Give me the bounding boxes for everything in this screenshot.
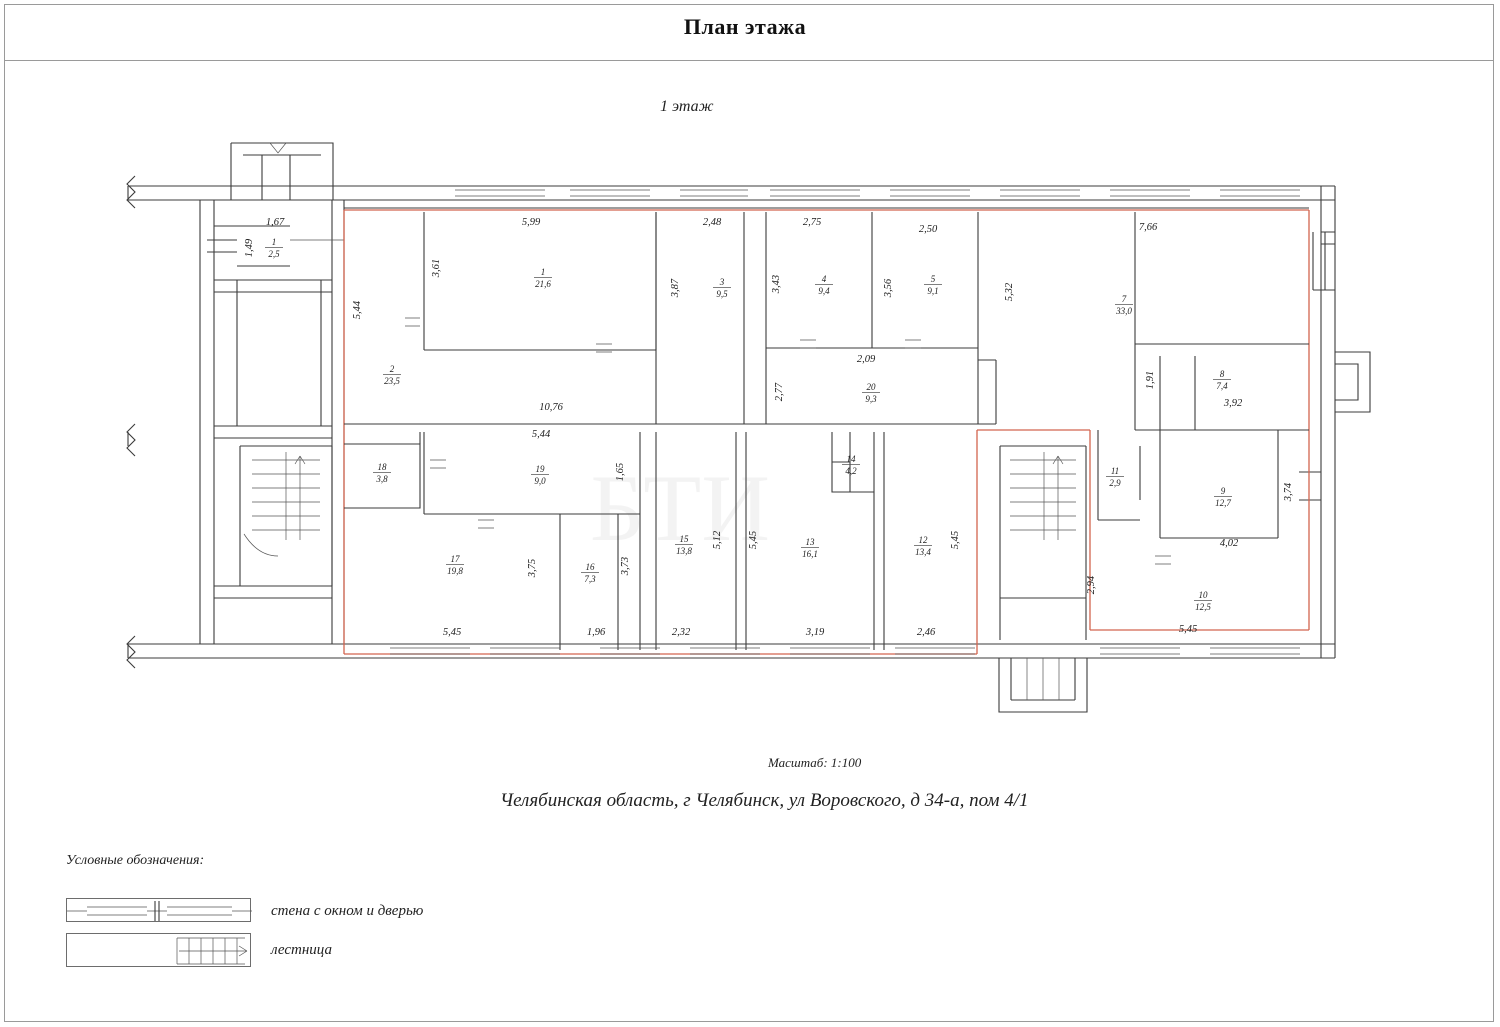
- room-label: [842, 454, 860, 476]
- room-label: [383, 364, 401, 386]
- room-number: 19: [535, 464, 545, 474]
- room-label: [534, 267, 552, 289]
- dimension-label: 3,87: [670, 278, 681, 298]
- staircase-icon: [66, 933, 251, 967]
- room-area: 2,5: [268, 249, 280, 259]
- dimension-label: 3,61: [431, 258, 442, 278]
- room-number: 16: [585, 562, 595, 572]
- dimension-label: 5,12: [712, 530, 723, 550]
- scale-label: Масштаб: 1:100: [768, 755, 862, 770]
- room-area: 19,8: [447, 566, 463, 576]
- room-area: 7,4: [1216, 381, 1228, 391]
- room-number: 1: [271, 237, 277, 247]
- room-area: 16,1: [802, 549, 818, 559]
- room-area: 2,9: [1109, 478, 1121, 488]
- room-number: 18: [377, 462, 387, 472]
- room-label: [815, 274, 833, 296]
- dimension-label: 2,94: [1086, 575, 1097, 595]
- room-area: 9,0: [534, 476, 546, 486]
- dimension-label: 3,73: [620, 556, 631, 576]
- dimension-label: 2,77: [774, 382, 785, 402]
- dimension-label: 10,76: [539, 402, 563, 413]
- room-number: 12: [918, 535, 928, 545]
- room-label: [1214, 486, 1232, 508]
- room-area: 33,0: [1116, 306, 1132, 316]
- room-area: 4,2: [845, 466, 857, 476]
- room-area: 9,4: [818, 286, 830, 296]
- dimension-label: 3,56: [883, 278, 894, 298]
- wall-with-window-and-door-icon: [66, 898, 251, 922]
- room-label: [446, 554, 464, 576]
- room-number: 13: [805, 537, 815, 547]
- room-number: 5: [930, 274, 936, 284]
- dimension-label: 2,75: [802, 217, 822, 228]
- dimension-label: 5,32: [1004, 282, 1015, 302]
- room-number: 4: [821, 274, 827, 284]
- floor-label: 1 этаж: [660, 98, 714, 115]
- room-area: 23,5: [384, 376, 400, 386]
- dimension-label: 7,66: [1138, 222, 1158, 233]
- room-area: 3,8: [376, 474, 388, 484]
- room-number: 2: [389, 364, 395, 374]
- dimension-label: 2,48: [702, 217, 722, 228]
- room-area: 12,7: [1215, 498, 1231, 508]
- dimension-label: 3,75: [527, 558, 538, 578]
- room-label: [1115, 294, 1133, 316]
- room-number: 8: [1219, 369, 1225, 379]
- room-label: [373, 462, 391, 484]
- room-label: [531, 464, 549, 486]
- room-number: 9: [1220, 486, 1226, 496]
- room-number: 17: [450, 554, 460, 564]
- room-label: [265, 237, 283, 259]
- dimension-label: 5,45: [748, 530, 759, 550]
- dimension-label: 5,45: [442, 627, 462, 638]
- dimension-label: 5,44: [352, 300, 363, 320]
- room-label: [581, 562, 599, 584]
- room-area: 13,8: [676, 546, 692, 556]
- room-number: 11: [1110, 466, 1120, 476]
- dimension-label: 2,32: [671, 627, 691, 638]
- room-label: [1194, 590, 1212, 612]
- address-label: Челябинская область, г Челябинск, ул Воровского, д 34-а, пом 4/1: [500, 790, 1029, 811]
- dimension-label: 2,50: [918, 224, 938, 235]
- room-area: 12,5: [1195, 602, 1211, 612]
- legend-label-wall: стена с окном и дверью: [271, 903, 424, 919]
- room-number: 1: [540, 267, 546, 277]
- dimension-label: 1,91: [1145, 370, 1156, 390]
- room-number: 7: [1121, 294, 1127, 304]
- dimension-label: 3,74: [1283, 482, 1294, 502]
- room-label: [713, 277, 731, 299]
- room-area: 7,3: [584, 574, 596, 584]
- room-label: [924, 274, 942, 296]
- dimension-label: 2,46: [916, 627, 936, 638]
- room-area: 9,5: [716, 289, 728, 299]
- dimension-label: 2,09: [856, 354, 876, 365]
- room-number: 20: [866, 382, 876, 392]
- legend-label-stairs: лестница: [271, 942, 332, 958]
- dimension-label: 3,19: [805, 627, 825, 638]
- legend-title: Условные обозначения:: [66, 853, 205, 868]
- room-area: 9,1: [927, 286, 939, 296]
- dimension-label: 1,96: [586, 627, 606, 638]
- room-label: [862, 382, 880, 404]
- room-label: [801, 537, 819, 559]
- window-symbols: [390, 190, 1300, 654]
- room-label: [914, 535, 932, 557]
- dimension-label: 5,45: [950, 530, 961, 550]
- dimension-label: 3,43: [771, 274, 782, 294]
- dimension-label: 3,92: [1223, 398, 1243, 409]
- room-label: [1106, 466, 1124, 488]
- dimension-label: 1,67: [265, 217, 285, 228]
- dimension-label: 5,44: [531, 429, 551, 440]
- room-number: 14: [846, 454, 856, 464]
- room-number: 10: [1198, 590, 1208, 600]
- dimension-label: 1,49: [244, 238, 255, 258]
- room-area: 9,3: [865, 394, 877, 404]
- room-number: 3: [719, 277, 725, 287]
- room-area: 21,6: [535, 279, 551, 289]
- room-label: [1213, 369, 1231, 391]
- dimension-label: 5,45: [1178, 624, 1198, 635]
- dimension-labels: [244, 217, 1294, 638]
- page-title: План этажа: [683, 14, 807, 39]
- room-number: 15: [679, 534, 689, 544]
- dimension-label: 1,65: [615, 462, 626, 482]
- room-area: 13,4: [915, 547, 931, 557]
- dimension-label: 5,99: [521, 217, 541, 228]
- dimension-label: 4,02: [1219, 538, 1239, 549]
